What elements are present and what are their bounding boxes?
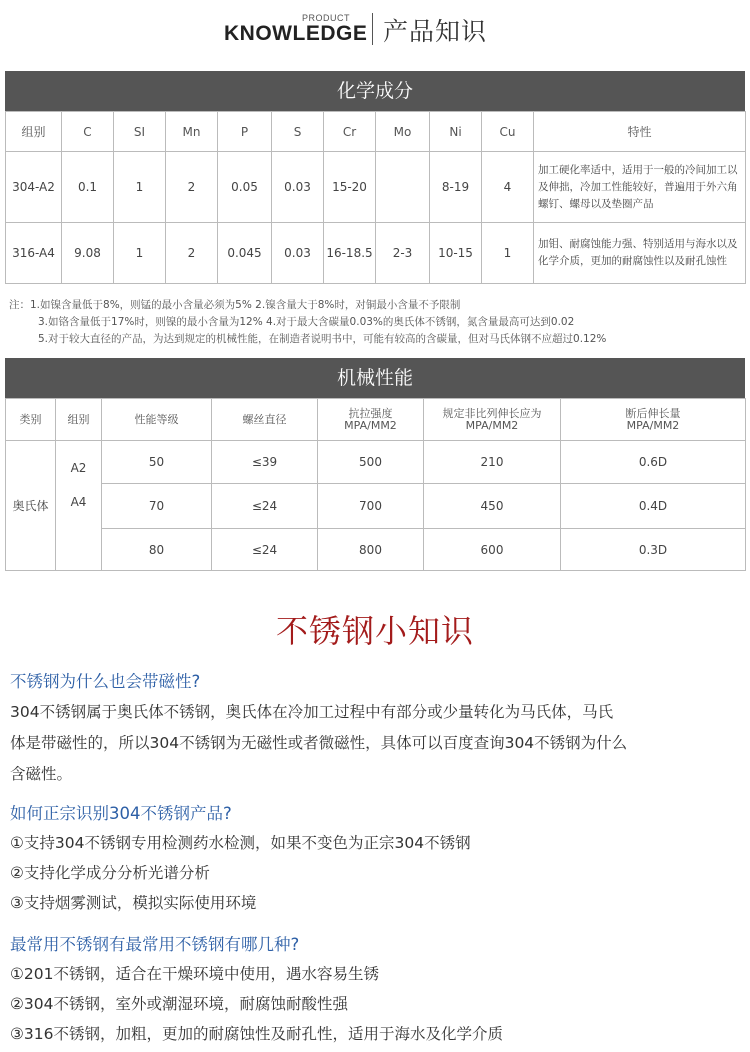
table-cell: 50: [102, 441, 212, 484]
header-product-label: PRODUCT: [302, 13, 350, 23]
chem-header-cell: Cu: [482, 112, 534, 152]
table-cell: 700: [318, 484, 424, 529]
table-cell: [376, 152, 430, 223]
chemical-section-bar: 化学成分: [5, 71, 745, 111]
table-cell: 450: [424, 484, 561, 529]
question-heading: 最常用不锈钢有最常用不锈钢有哪几种?: [10, 935, 300, 954]
property-cell: 加工硬化率适中，适用于一般的冷间加工以及伸拙，冷加工性能较好，普遍用于外六角螺钉、螺母以及垫圈产品: [534, 152, 746, 223]
mech-header-grade: 性能等级: [102, 399, 212, 441]
table-cell: ≤24: [212, 484, 318, 529]
mech-header-yield-unit: MPA/MM2: [465, 418, 519, 432]
table-row: [6, 484, 746, 529]
mech-header-yield-name: 规定非比列伸长应为: [442, 406, 542, 420]
table-row: [6, 529, 746, 571]
property-cell: 加钼、耐腐蚀能力强、特别适用与海水以及化学介质，更加的耐腐蚀性以及耐孔蚀性: [534, 223, 746, 284]
table-cell: 0.03: [272, 223, 324, 284]
mech-header-tensile-name: 抗拉强度: [348, 406, 393, 420]
table-cell: 500: [318, 441, 424, 484]
group-a4: A4: [70, 494, 87, 509]
answer-line: 含磁性。: [10, 765, 73, 783]
mech-header-category: 类别: [6, 399, 56, 441]
header-divider: [372, 13, 373, 45]
mech-header-yield: [424, 399, 561, 441]
table-cell: 600: [424, 529, 561, 571]
table-cell: 0.1: [62, 152, 114, 223]
table-cell: 16-18.5: [324, 223, 376, 284]
table-cell: 9.08: [62, 223, 114, 284]
table-cell: 70: [102, 484, 212, 529]
chem-header-cell: C: [62, 112, 114, 152]
table-cell: 0.05: [218, 152, 272, 223]
table-cell: 0.03: [272, 152, 324, 223]
answer-line: ①支持304不锈钢专用检测药水检测，如果不变色为正宗304不锈钢: [10, 834, 471, 852]
table-cell: 0.3D: [561, 529, 746, 571]
chem-header-cell: SI: [114, 112, 166, 152]
group-a2: A2: [70, 460, 87, 475]
table-cell: ≤24: [212, 529, 318, 571]
answer-line: 304不锈钢属于奥氏体不锈钢，奥氏体在冷加工过程中有部分或少量转化为马氏体，马氏: [10, 703, 614, 721]
mech-header-elongation: [561, 399, 746, 441]
table-cell: 2: [166, 152, 218, 223]
question-heading: 不锈钢为什么也会带磁性?: [10, 672, 201, 691]
table-cell: 0.4D: [561, 484, 746, 529]
answer-line: ①201不锈钢，适合在干燥环境中使用，遇水容易生锈: [10, 965, 379, 983]
answer-line: 体是带磁性的，所以304不锈钢为无磁性或者微磁性，具体可以百度查询304不锈钢为什么: [10, 734, 628, 752]
table-cell: 210: [424, 441, 561, 484]
table-cell: 1: [114, 223, 166, 284]
question-heading: 如何正宗识别304不锈钢产品?: [10, 804, 232, 823]
chemical-note-2: 3.如铬含量低于17%时，则镍的最小含量为12% 4.对于最大含碳量0.03%的奥氏体不锈钢，氮含量最高可达到0.02: [38, 316, 575, 328]
table-cell: 304-A2: [6, 152, 62, 223]
chem-header-cell: 特性: [534, 112, 746, 152]
chem-header-cell: Cr: [324, 112, 376, 152]
chemical-header-row: [6, 112, 746, 152]
chem-header-cell: Ni: [430, 112, 482, 152]
table-cell: 8-19: [430, 152, 482, 223]
mech-header-tensile: [318, 399, 424, 441]
table-cell: 10-15: [430, 223, 482, 284]
table-cell: 80: [102, 529, 212, 571]
page-title: 产品知识: [383, 17, 488, 46]
table-cell: 4: [482, 152, 534, 223]
chem-header-cell: Mo: [376, 112, 430, 152]
answer-line: ②支持化学成分分析光谱分析: [10, 864, 210, 882]
table-cell: 316-A4: [6, 223, 62, 284]
header-knowledge-label: KNOWLEDGE: [224, 22, 368, 45]
answer-line: ③支持烟雾测试，模拟实际使用环境: [10, 894, 257, 912]
table-cell: 15-20: [324, 152, 376, 223]
mechanical-table: [5, 398, 746, 571]
chemical-note-1: 注：1.如镍含量低于8%，则锰的最小含量必须为5% 2.镍含量大于8%时，对铜最小含量不予限制: [9, 299, 461, 311]
chem-header-cell: S: [272, 112, 324, 152]
table-cell: 1: [114, 152, 166, 223]
table-cell: 0.6D: [561, 441, 746, 484]
chemical-note-3: 5.对于较大直径的产品，为达到规定的机械性能，在制造者说明书中，可能有较高的含碳量，但对马氏体钢不应超过0.12%: [38, 333, 607, 345]
chem-header-cell: 组别: [6, 112, 62, 152]
chem-header-cell: Mn: [166, 112, 218, 152]
mech-header-tensile-unit: MPA/MM2: [344, 418, 397, 432]
chemical-table: [5, 111, 746, 284]
table-cell: 2: [166, 223, 218, 284]
answer-line: ③316不锈钢，加粗，更加的耐腐蚀性及耐孔性，适用于海水及化学介质: [10, 1025, 503, 1043]
mech-header-elongation-unit: MPA/MM2: [626, 418, 680, 432]
mech-header-group: 组别: [56, 399, 102, 441]
category-cell: 奥氏体: [6, 441, 56, 571]
mechanical-section-bar: 机械性能: [5, 358, 745, 398]
table-cell: 1: [482, 223, 534, 284]
knowledge-title: 不锈钢小知识: [275, 612, 474, 650]
table-cell: 800: [318, 529, 424, 571]
table-row: [6, 223, 746, 284]
table-row: [6, 152, 746, 223]
mechanical-header-row: [6, 399, 746, 441]
table-cell: 2-3: [376, 223, 430, 284]
answer-line: ②304不锈钢，室外或潮湿环境，耐腐蚀耐酸性强: [10, 995, 348, 1013]
mech-header-diameter: 螺丝直径: [212, 399, 318, 441]
table-row: [6, 441, 746, 484]
table-cell: 0.045: [218, 223, 272, 284]
table-cell: ≤39: [212, 441, 318, 484]
chem-header-cell: P: [218, 112, 272, 152]
group-cell: [56, 441, 102, 571]
mech-header-elongation-name: 断后伸长量: [625, 406, 681, 420]
